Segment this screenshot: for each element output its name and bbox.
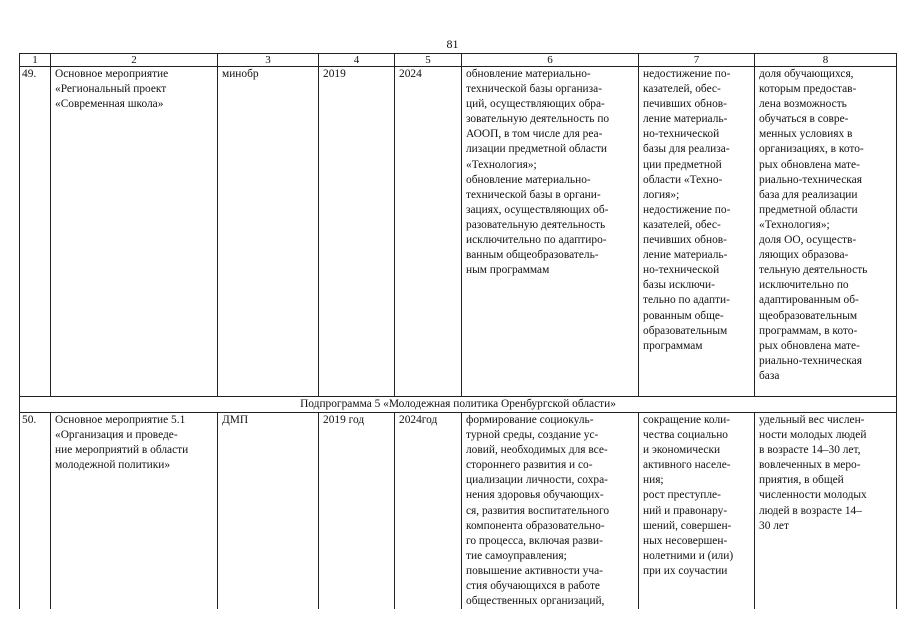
column-number: 3	[218, 54, 319, 67]
page-number: 81	[446, 37, 459, 51]
start-year: 2019 год	[319, 413, 395, 610]
executor: минобр	[218, 67, 319, 397]
column-number: 5	[395, 54, 462, 67]
column-number: 4	[319, 54, 395, 67]
related-indicators: доля обучающихся, которым предостав- лена возможность обучаться в совре- менных условиях в организациях, в кото- рых обновлена мате- риально-техническая база для реализации предметной области «Технология»; доля ОО, осуществ- ляющих образова- тельную деятельность исключительно по адаптированным об- щеобразовательным программам, в кото- рых обновлена мате- риально-техническая база	[755, 67, 897, 397]
table-row	[20, 413, 897, 610]
program-measures-table	[19, 53, 897, 609]
row-number: 49.	[20, 67, 51, 397]
table-row	[20, 67, 897, 397]
column-number: 8	[755, 54, 897, 67]
start-year: 2019	[319, 67, 395, 397]
column-number: 7	[639, 54, 755, 67]
column-number: 2	[51, 54, 218, 67]
non-implementation-consequences: недостижение по- казателей, обес- печивших обнов- ление материаль- но-технической базы для реализа- ции предметной области «Техно- логия»; недостижение по- казателей, обес- печивших обнов- ление материаль- но-технической базы исключи- тельно по адапти- рованным обще- образовательным программам	[639, 67, 755, 397]
end-year: 2024год	[395, 413, 462, 610]
expected-result: обновление материально- технической базы организа- ций, осуществляющих обра- зовательную деятельность по АООП, в том числе для реа- лизации предметной области «Технология»; обновление материально- технической базы в органи- зациях, осуществляющих об- разовательную деятельность исключительно по адаптиро- ванным общеобразователь- ным программам	[462, 67, 639, 397]
related-indicators: удельный вес числен- ности молодых людей в возрасте 14–30 лет, вовлеченных в меро- приятия, в общей численности молодых людей в возрасте 14– 30 лет	[755, 413, 897, 610]
row-number: 50.	[20, 413, 51, 610]
column-number: 6	[462, 54, 639, 67]
column-number: 1	[20, 54, 51, 67]
expected-result: формирование социокуль- турной среды, создание ус- ловий, необходимых для все- стороннего развития и со- циализации личности, сохра- нения здоровья обучающих- ся, развития воспитательного компонента образовательно- го процесса, включая разви- тие самоуправления; повышение активности уча- стия обучающихся в работе общественных организаций,	[462, 413, 639, 610]
end-year: 2024	[395, 67, 462, 397]
subprogram-title: Подпрограмма 5 «Молодежная политика Оренбургской области»	[20, 397, 897, 413]
measure-name: Основное мероприятие «Региональный проект «Современная школа»	[51, 67, 218, 397]
column-number-row	[20, 54, 897, 67]
non-implementation-consequences: сокращение коли- чества социально и экономически активного населе- ния; рост преступле- ний и правонару- шений, совершен- ных несовершен- нолетними и (или) при их соучастии	[639, 413, 755, 610]
measure-name: Основное мероприятие 5.1 «Организация и проведе- ние мероприятий в области молодежной политики»	[51, 413, 218, 610]
section-heading-row	[20, 397, 897, 413]
executor: ДМП	[218, 413, 319, 610]
